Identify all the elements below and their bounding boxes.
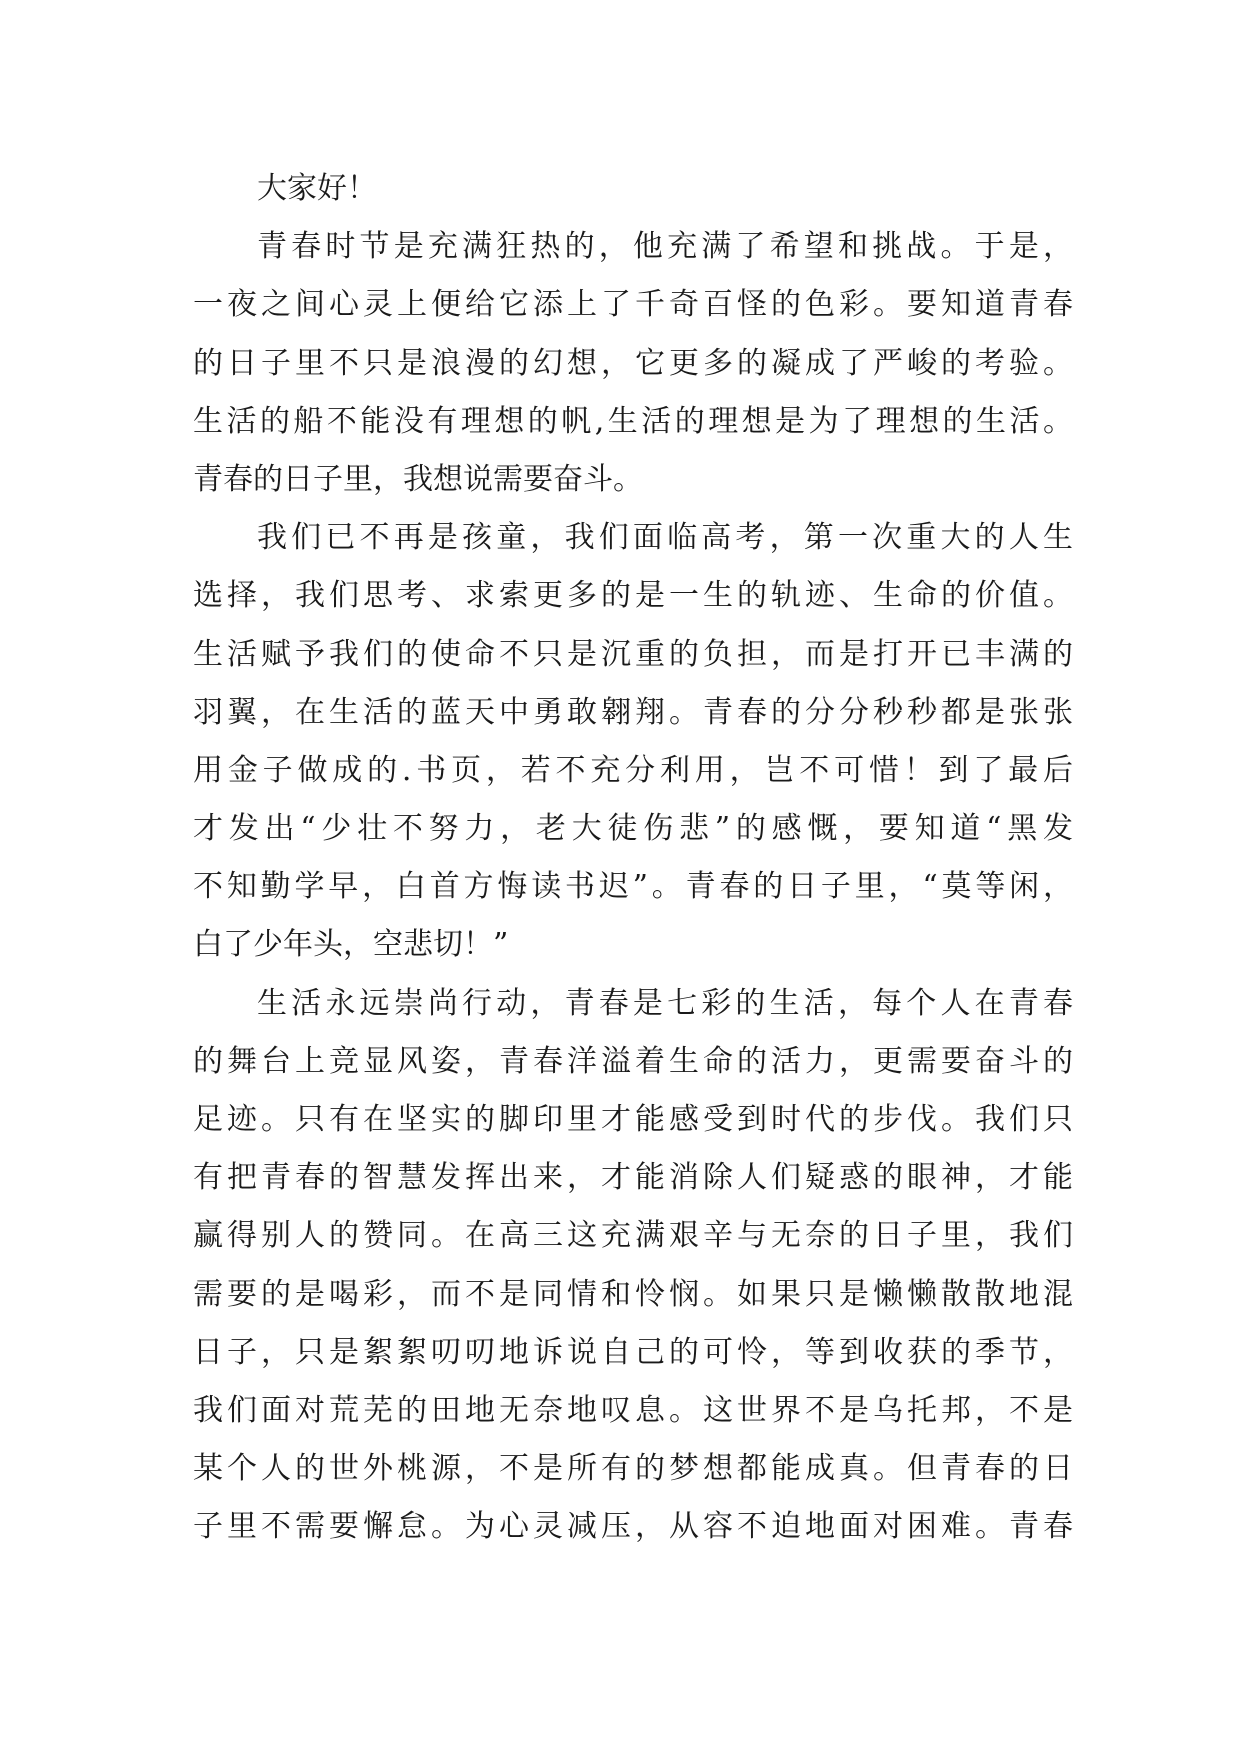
paragraph-3-line-1: 生活永远崇尚行动，青春是七彩的生活，每个人在青春	[257, 985, 1073, 1021]
paragraph-3-line-4: 有把青春的智慧发挥出来，才能消除人们疑惑的眼神，才能	[193, 1160, 1073, 1196]
paragraph-2-line-2: 选择，我们思考、求索更多的是一生的轨迹、生命的价值。	[193, 578, 1073, 614]
paragraph-2-line-8: 白了少年头，空悲切！”	[193, 927, 509, 963]
paragraph-2-line-3: 生活赋予我们的使命不只是沉重的负担，而是打开已丰满的	[193, 636, 1073, 672]
paragraph-1-line-3: 的日子里不只是浪漫的幻想，它更多的凝成了严峻的考验。	[193, 345, 1073, 381]
paragraph-3-line-9: 某个人的世外桃源，不是所有的梦想都能成真。但青春的日	[193, 1451, 1073, 1487]
speech-text	[193, 160, 1073, 1557]
paragraph-3-line-5: 赢得别人的赞同。在高三这充满艰辛与无奈的日子里，我们	[193, 1218, 1073, 1254]
paragraph-3-line-10: 子里不需要懈怠。为心灵减压，从容不迫地面对困难。青春	[193, 1509, 1073, 1545]
paragraph-3-line-2: 的舞台上竞显风姿，青春洋溢着生命的活力，更需要奋斗的	[193, 1043, 1073, 1079]
paragraph-1-line-5: 青春的日子里，我想说需要奋斗。	[193, 461, 643, 497]
paragraph-1-line-4: 生活的船不能没有理想的帆,生活的理想是为了理想的生活。	[193, 403, 1073, 439]
paragraph-2-line-7: 不知勤学早，白首方悔读书迟”。青春的日子里，“莫等闲，	[193, 869, 1073, 905]
paragraph-1-line-2: 一夜之间心灵上便给它添上了千奇百怪的色彩。要知道青春	[193, 287, 1073, 323]
paragraph-2-line-5: 用金子做成的.书页，若不充分利用，岂不可惜！到了最后	[193, 752, 1073, 788]
paragraph-3-line-8: 我们面对荒芜的田地无奈地叹息。这世界不是乌托邦，不是	[193, 1392, 1073, 1428]
paragraph-3-line-6: 需要的是喝彩，而不是同情和怜悯。如果只是懒懒散散地混	[193, 1276, 1073, 1312]
paragraph-2-line-6: 才发出“少壮不努力，老大徒伤悲”的感慨，要知道“黑发	[193, 811, 1073, 847]
paragraph-3-line-7: 日子，只是絮絮叨叨地诉说自己的可怜，等到收获的季节，	[193, 1334, 1073, 1370]
paragraph-2-line-4: 羽翼，在生活的蓝天中勇敢翱翔。青春的分分秒秒都是张张	[193, 694, 1073, 730]
paragraph-3-line-3: 足迹。只有在坚实的脚印里才能感受到时代的步伐。我们只	[193, 1102, 1073, 1137]
greeting-line: 大家好！	[257, 171, 377, 206]
paragraph-2-line-1: 我们已不再是孩童，我们面临高考，第一次重大的人生	[257, 520, 1073, 556]
paragraph-1-line-1: 青春时节是充满狂热的，他充满了希望和挑战。于是，	[257, 229, 1073, 265]
